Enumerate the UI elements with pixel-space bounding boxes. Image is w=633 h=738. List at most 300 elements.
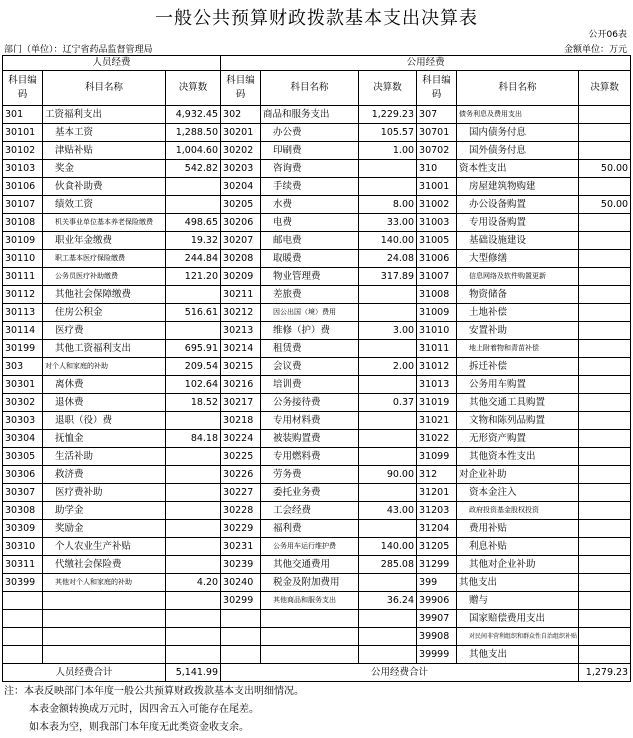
cell-amount [579,286,631,304]
cell-amount [166,448,221,466]
cell-name: 国外债务付息 [457,142,579,160]
cell-code [221,646,261,664]
report-title: 一般公共预算财政拨款基本支出决算表 [155,8,478,29]
cell-name: 机关事业单位基本养老保险缴费 [43,214,166,232]
cell-amount [359,484,417,502]
cell-code: 30199 [3,340,43,358]
cell-amount: 140.00 [359,538,417,556]
cell-code: 30239 [221,556,261,574]
cell-name: 专用设备购置 [457,214,579,232]
cell-amount [166,286,221,304]
table-row [3,394,631,412]
cell-amount [359,160,417,178]
cell-code: 30212 [221,304,261,322]
cell-code: 31008 [417,286,457,304]
cell-amount [579,502,631,520]
cell-name: 文物和陈列品购置 [457,412,579,430]
cell-code: 30240 [221,574,261,592]
form-number: 公开06表 [588,30,627,40]
cell-name: 培训费 [261,376,359,394]
cell-code: 30227 [221,484,261,502]
cell-amount: 1.00 [359,142,417,160]
cell-amount [359,610,417,628]
cell-amount: 84.18 [166,430,221,448]
cell-amount [359,430,417,448]
cell-name: 其他支出 [457,646,579,664]
cell-name: 债务利息及费用支出 [457,106,579,124]
cell-code: 30201 [221,124,261,142]
cell-name: 公务用车购置 [457,376,579,394]
public-total-label: 公用经费合计 [221,664,579,682]
cell-amount [166,646,221,664]
col-header-amount: 决算数 [359,71,417,106]
cell-name: 其他社会保障缴费 [43,286,166,304]
cell-name: 政府投资基金股权投资 [457,502,579,520]
cell-code: 30224 [221,430,261,448]
cell-amount [166,196,221,214]
cell-amount [166,412,221,430]
table-row [3,124,631,142]
cell-code: 31021 [417,412,457,430]
public-total-value: 1,279.23 [579,664,631,682]
cell-code: 30228 [221,502,261,520]
cell-name: 赠与 [457,592,579,610]
cell-code: 31099 [417,448,457,466]
cell-name: 伙食补助费 [43,178,166,196]
cell-amount: 8.00 [359,196,417,214]
cell-amount [166,484,221,502]
cell-code: 30218 [221,412,261,430]
cell-amount [579,304,631,322]
cell-code: 30231 [221,538,261,556]
cell-name: 其他工资福利支出 [43,340,166,358]
cell-name: 取暖费 [261,250,359,268]
cell-amount: 36.24 [359,592,417,610]
cell-name: 津贴补贴 [43,142,166,160]
cell-amount [579,250,631,268]
cell-name: 其他对企业补助 [457,556,579,574]
cell-amount: 244.84 [166,250,221,268]
col-header-name: 科目名称 [43,71,166,106]
cell-name: 印刷费 [261,142,359,160]
cell-amount [166,628,221,646]
cell-code [3,610,43,628]
group-header-public: 公用经费 [221,56,631,71]
cell-code: 30109 [3,232,43,250]
table-row [3,358,631,376]
cell-name: 基本工资 [43,124,166,142]
cell-code: 30306 [3,466,43,484]
cell-amount: 102.64 [166,376,221,394]
cell-code: 30215 [221,358,261,376]
expenditure-table [2,55,631,682]
cell-name: 医疗费补助 [43,484,166,502]
cell-name: 个人农业生产补贴 [43,538,166,556]
cell-name: 助学金 [43,502,166,520]
cell-code: 30113 [3,304,43,322]
cell-code: 31002 [417,196,457,214]
cell-name: 基础设施建设 [457,232,579,250]
cell-amount [166,520,221,538]
cell-amount: 2.00 [359,358,417,376]
cell-amount: 121.20 [166,268,221,286]
cell-amount: 695.91 [166,340,221,358]
cell-code: 31007 [417,268,457,286]
cell-amount [166,610,221,628]
cell-code: 30308 [3,502,43,520]
cell-name: 租赁费 [261,340,359,358]
cell-amount [166,502,221,520]
cell-name: 其他资本性支出 [457,448,579,466]
cell-name [43,610,166,628]
cell-name: 对企业补助 [457,466,579,484]
table-row [3,304,631,322]
cell-code: 39907 [417,610,457,628]
cell-code: 31012 [417,358,457,376]
cell-amount: 50.00 [579,196,631,214]
cell-code: 30702 [417,142,457,160]
cell-name: 房屋建筑物购建 [457,178,579,196]
cell-code: 31299 [417,556,457,574]
cell-code: 30203 [221,160,261,178]
cell-code: 31019 [417,394,457,412]
cell-amount [579,394,631,412]
cell-amount [359,376,417,394]
cell-code [3,628,43,646]
table-row [3,484,631,502]
cell-amount: 317.89 [359,268,417,286]
cell-amount [579,448,631,466]
cell-name: 退职（役）费 [43,412,166,430]
cell-amount [579,484,631,502]
cell-code: 31205 [417,538,457,556]
table-row [3,250,631,268]
table-row [3,646,631,664]
cell-name [43,646,166,664]
cell-name: 离休费 [43,376,166,394]
cell-name: 地上附着物和青苗补偿 [457,340,579,358]
cell-amount [359,412,417,430]
col-header-code: 科目编码 [3,71,43,106]
cell-amount: 0.37 [359,394,417,412]
col-header-code: 科目编码 [221,71,261,106]
cell-amount [579,556,631,574]
cell-amount: 33.00 [359,214,417,232]
cell-name [261,610,359,628]
cell-name: 拆迁补偿 [457,358,579,376]
cell-code: 30110 [3,250,43,268]
cell-amount [166,178,221,196]
col-header-amount: 决算数 [579,71,631,106]
cell-name [261,646,359,664]
cell-amount [579,268,631,286]
cell-code: 30701 [417,124,457,142]
notes [4,683,304,737]
cell-amount [579,358,631,376]
amount-unit-label: 金额单位：万元 [563,45,627,55]
cell-amount: 285.08 [359,556,417,574]
cell-amount: 18.52 [166,394,221,412]
cell-name: 手续费 [261,178,359,196]
cell-name: 对个人和家庭的补助 [43,358,166,376]
cell-code: 312 [417,466,457,484]
cell-amount [579,430,631,448]
cell-amount [579,322,631,340]
cell-name: 咨询费 [261,160,359,178]
cell-amount: 542.82 [166,160,221,178]
cell-name: 税金及附加费用 [261,574,359,592]
cell-code: 301 [3,106,43,124]
cell-amount [579,466,631,484]
cell-name: 救济费 [43,466,166,484]
cell-name: 无形资产购置 [457,430,579,448]
cell-code: 30204 [221,178,261,196]
cell-amount [579,574,631,592]
cell-code: 31022 [417,430,457,448]
cell-code: 39999 [417,646,457,664]
cell-amount [579,646,631,664]
cell-name: 公务接待费 [261,394,359,412]
cell-code: 30309 [3,520,43,538]
table-row [3,610,631,628]
cell-code: 39908 [417,628,457,646]
cell-code: 30229 [221,520,261,538]
cell-name: 绩效工资 [43,196,166,214]
cell-name: 商品和服务支出 [261,106,359,124]
cell-code: 30214 [221,340,261,358]
cell-code: 30213 [221,322,261,340]
cell-amount [359,628,417,646]
cell-name: 安置补助 [457,322,579,340]
cell-name: 其他商品和服务支出 [261,592,359,610]
cell-code: 31201 [417,484,457,502]
table-row [3,106,631,124]
table-row [3,376,631,394]
cell-name: 国家赔偿费用支出 [457,610,579,628]
cell-amount [579,232,631,250]
table-row [3,232,631,250]
cell-code [221,628,261,646]
cell-code: 30301 [3,376,43,394]
cell-name: 委托业务费 [261,484,359,502]
cell-code: 307 [417,106,457,124]
cell-code: 30102 [3,142,43,160]
cell-code: 30103 [3,160,43,178]
cell-code: 30101 [3,124,43,142]
cell-name [43,592,166,610]
cell-name: 其他支出 [457,574,579,592]
cell-name: 其他对个人和家庭的补助 [43,574,166,592]
cell-name: 工会经费 [261,502,359,520]
cell-code [3,646,43,664]
cell-name: 电费 [261,214,359,232]
cell-code: 30114 [3,322,43,340]
cell-name: 专用燃料费 [261,448,359,466]
cell-code [3,592,43,610]
cell-amount [579,340,631,358]
cell-code: 399 [417,574,457,592]
cell-code: 30303 [3,412,43,430]
cell-name: 会议费 [261,358,359,376]
table-row [3,412,631,430]
cell-amount [579,412,631,430]
cell-name: 工资福利支出 [43,106,166,124]
table-row [3,178,631,196]
cell-name: 抚恤金 [43,430,166,448]
cell-name: 利息补贴 [457,538,579,556]
cell-code: 30217 [221,394,261,412]
cell-name: 生活补助 [43,448,166,466]
note-line: 如本表为空，则我部门本年度无此类资金收支余。 [29,722,249,733]
cell-code: 30112 [3,286,43,304]
cell-name: 差旅费 [261,286,359,304]
cell-code: 31011 [417,340,457,358]
cell-amount: 209.54 [166,358,221,376]
cell-amount [579,592,631,610]
cell-name: 土地补偿 [457,304,579,322]
cell-code: 31001 [417,178,457,196]
cell-code: 30211 [221,286,261,304]
cell-name: 住房公积金 [43,304,166,322]
cell-amount [359,574,417,592]
cell-code: 30107 [3,196,43,214]
cell-name: 代缴社会保险费 [43,556,166,574]
cell-name: 维修（护）费 [261,322,359,340]
cell-amount: 1,004.60 [166,142,221,160]
cell-amount: 1,229.23 [359,106,417,124]
cell-name: 资本金注入 [457,484,579,502]
cell-code: 302 [221,106,261,124]
cell-code: 30226 [221,466,261,484]
cell-name: 被装购置费 [261,430,359,448]
cell-amount: 43.00 [359,502,417,520]
col-header-code: 科目编码 [417,71,457,106]
cell-amount: 498.65 [166,214,221,232]
table-row [3,322,631,340]
cell-name: 职工基本医疗保险缴费 [43,250,166,268]
cell-name: 资本性支出 [457,160,579,178]
cell-amount [579,178,631,196]
cell-name: 医疗费 [43,322,166,340]
cell-name: 公务用车运行维护费 [261,538,359,556]
cell-name: 物资储备 [457,286,579,304]
cell-amount [166,466,221,484]
cell-amount: 50.00 [579,160,631,178]
col-header-name: 科目名称 [261,71,359,106]
cell-amount: 3.00 [359,322,417,340]
cell-amount [579,520,631,538]
cell-code: 31013 [417,376,457,394]
cell-amount [579,124,631,142]
cell-code: 31204 [417,520,457,538]
table-row [3,556,631,574]
cell-code: 31006 [417,250,457,268]
table-row [3,592,631,610]
cell-amount [579,376,631,394]
cell-code: 39906 [417,592,457,610]
cell-name [261,628,359,646]
table-row [3,340,631,358]
cell-code: 30305 [3,448,43,466]
cell-code: 30205 [221,196,261,214]
cell-amount [166,322,221,340]
cell-code: 30106 [3,178,43,196]
note-line: 本表金额转换成万元时，因四舍五入可能存在尾差。 [29,704,259,715]
cell-amount [166,556,221,574]
table-row [3,268,631,286]
cell-name: 费用补贴 [457,520,579,538]
cell-amount [579,142,631,160]
cell-code: 31009 [417,304,457,322]
cell-name: 大型修缮 [457,250,579,268]
cell-name: 办公设备购置 [457,196,579,214]
cell-name: 退休费 [43,394,166,412]
col-header-name: 科目名称 [457,71,579,106]
cell-amount [359,340,417,358]
col-header-amount: 决算数 [166,71,221,106]
table-row [3,160,631,178]
cell-name: 劳务费 [261,466,359,484]
personnel-total-label: 人员经费合计 [3,664,166,682]
table-row [3,574,631,592]
cell-code: 30208 [221,250,261,268]
cell-code: 30206 [221,214,261,232]
cell-amount: 90.00 [359,466,417,484]
cell-code: 30310 [3,538,43,556]
cell-amount: 4.20 [166,574,221,592]
cell-amount: 140.00 [359,232,417,250]
cell-amount [166,592,221,610]
cell-code: 30225 [221,448,261,466]
cell-amount [579,106,631,124]
cell-name: 物业管理费 [261,268,359,286]
cell-name: 水费 [261,196,359,214]
cell-code: 30111 [3,268,43,286]
cell-code: 30209 [221,268,261,286]
table-row [3,628,631,646]
table-row [3,430,631,448]
cell-amount [359,286,417,304]
cell-amount [359,646,417,664]
table-row [3,538,631,556]
cell-code: 30399 [3,574,43,592]
cell-name: 奖励金 [43,520,166,538]
cell-name: 国内债务付息 [457,124,579,142]
cell-amount [579,628,631,646]
cell-code: 30302 [3,394,43,412]
cell-amount: 516.61 [166,304,221,322]
cell-code [221,610,261,628]
cell-amount: 1,288.50 [166,124,221,142]
cell-amount [359,304,417,322]
cell-name: 因公出国（境）费用 [261,304,359,322]
cell-amount [359,178,417,196]
table-row [3,196,631,214]
cell-code: 30299 [221,592,261,610]
cell-code: 30311 [3,556,43,574]
group-header-personnel: 人员经费 [3,56,221,71]
cell-amount: 19.32 [166,232,221,250]
cell-name: 办公费 [261,124,359,142]
personnel-total-value: 5,141.99 [166,664,221,682]
table-row [3,142,631,160]
cell-amount [579,214,631,232]
cell-code: 30304 [3,430,43,448]
cell-code: 30207 [221,232,261,250]
cell-name: 其他交通费用 [261,556,359,574]
cell-name: 职业年金缴费 [43,232,166,250]
cell-code: 303 [3,358,43,376]
